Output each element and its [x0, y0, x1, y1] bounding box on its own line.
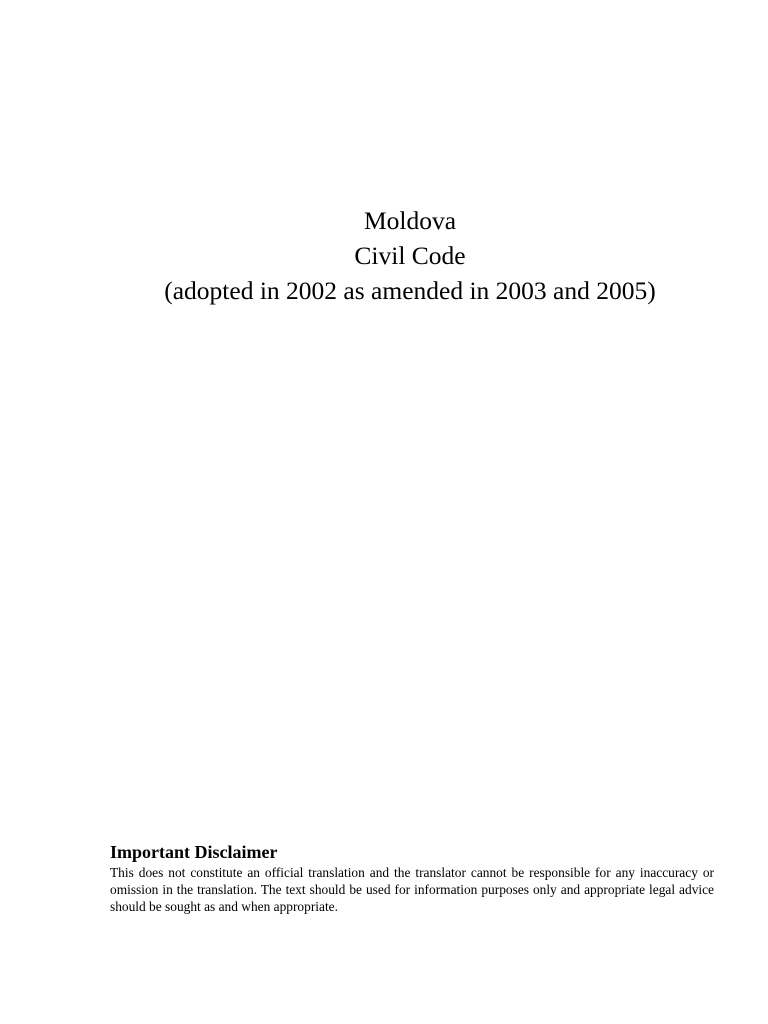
disclaimer-heading: Important Disclaimer — [110, 842, 278, 862]
title-country: Moldova — [363, 206, 457, 235]
title-code-name: Civil Code — [354, 241, 466, 270]
title-adoption-note: (adopted in 2002 as amended in 2003 and 2005) — [164, 276, 656, 305]
disclaimer-section — [110, 841, 714, 915]
document-title — [0, 203, 768, 308]
disclaimer-body: This does not constitute an official translation and the translator cannot be responsible for any inaccuracy or omission in the translation. The text should be used for information purposes only and appropriate legal advice should be sought as and when appropriate. — [110, 865, 714, 914]
